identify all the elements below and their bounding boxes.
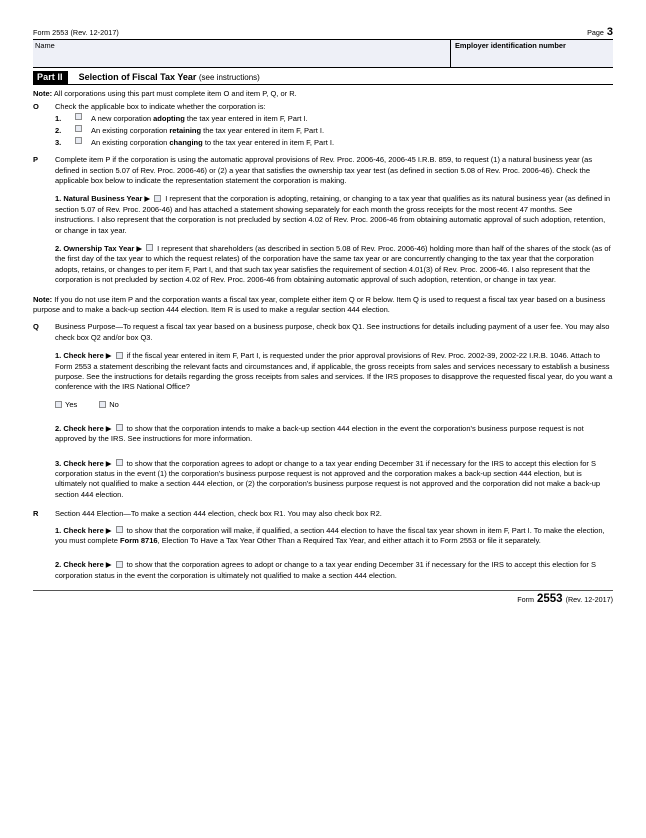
item-q [33,322,613,392]
checkbox-q2[interactable] [116,424,123,431]
item-q-intro: Business Purpose—To request a fiscal tax year based on a business purpose, check box Q1. See instructions for details including payment of a user fee. You may also check box Q2 and/or box Q3. [55,322,610,342]
yes-label: Yes [65,399,78,409]
item-q1[interactable] [55,351,613,393]
ein-label: Employer identification number [455,40,566,50]
item-r1-label: 1. Check here [55,525,104,535]
note-top [33,89,613,99]
item-p-letter: P [33,155,39,165]
part-title: Selection of Fiscal Tax Year [78,71,197,82]
option-label: An existing corporation retaining the tax year entered in item F, Part I. [91,125,325,135]
item-r1[interactable] [55,526,613,547]
item-o-options [55,113,613,148]
footer-revision: (Rev. 12-2017) [565,595,613,605]
item-o-option-3[interactable] [55,137,613,149]
arrow-icon: ▶ [105,423,112,433]
option-number: 3. [55,137,62,147]
item-r-body [55,509,613,581]
page-footer [33,591,613,605]
item-q1-text: if the fiscal year entered in item F, Part I, is requested under the prior approval provisions of Rev. Proc. 2002-39, 2002-22 I.R.B. 1046. Attach to Form 2553 a statement describing the relevant facts and circumstances and, if applicable, the gross receipts from sales and services necessary to establish a business purpose. See the instructions for details regarding the gross receipts from sales and services. If the IRS proposes to disapprove the requested fiscal year, do you want a conference with the IRS National Office? [55,351,613,392]
form-reference: Form 2553 (Rev. 12-2017) [33,28,119,37]
checkbox-p1[interactable] [154,195,161,202]
item-o-option-1[interactable] [55,113,613,125]
item-r2[interactable] [55,560,613,581]
form-sheet [33,28,613,606]
arrow-icon: ▶ [105,525,112,535]
item-r2-text: to show that the corporation agrees to adopt or change to a tax year ending December 31 if necessary for the IRS to accept this election for S corporation status in the event the corporation is ultimately not qualified to make a section 444 election. [55,560,596,580]
arrow-icon: ▶ [105,560,112,570]
item-q1-label: 1. Check here [55,351,104,361]
item-r2-label: 2. Check here [55,560,104,570]
no-label: No [109,399,119,409]
item-o-body [55,102,613,148]
page-header [33,28,613,39]
checkbox-o3[interactable] [75,137,82,144]
form-8716-reference: Form 8716 [120,536,158,546]
note-middle-label: Note: [33,294,53,304]
item-p2-label: 2. Ownership Tax Year [55,243,135,253]
checkbox-q1[interactable] [116,352,123,359]
item-q3-label: 3. Check here [55,458,104,468]
item-o-option-2[interactable] [55,125,613,137]
part-tag: Part II [33,71,68,84]
item-r-letter: R [33,509,39,519]
option-label: A new corporation adopting the tax year entered in item F, Part I. [91,114,308,124]
item-q3[interactable] [55,459,613,501]
item-p-intro: Complete item P if the corporation is using the automatic approval provisions of Rev. Proc. 2006-46, 2006-45 I.R.B. 859, to request (1) a natural business year (as defined in section 5.07 of Rev. Proc. 2006-46) or (2) a year that satisfies the ownership tax year test (as defined in section 5.08 of Rev. Proc. 2006-46). Check the applicable box below to indicate the representation statement the corporation is making. [55,155,593,185]
part-ii-banner [33,71,613,85]
part-subtitle: (see instructions) [198,72,260,82]
arrow-icon: ▶ [136,243,143,253]
option-number: 2. [55,125,62,135]
page-number: 3 [606,26,613,38]
checkbox-r2[interactable] [116,561,123,568]
item-r-intro: Section 444 Election—To make a section 444 election, check box R1. You may also check box R2. [55,509,382,519]
item-p1-text: I represent that the corporation is adopting, retaining, or changing to a tax year that qualifies as its natural business year (as defined in section 5.07 of Rev. Proc. 2006-46) and has attached a statement showing separately for each month the gross receipts for the most recent 47 months. See instructions. I also represent that the corporation is not precluded by section 4.02 of Rev. Proc. 2006-46 from obtaining automatic approval of such adoption, retention, or change in tax year. [55,194,611,235]
checkbox-p2[interactable] [146,244,153,251]
checkbox-o2[interactable] [75,125,82,132]
checkbox-yes[interactable] [55,401,62,408]
conference-yes-no [55,400,613,410]
checkbox-no[interactable] [99,401,106,408]
item-r1-text-b: , Election To Have a Tax Year Other Than a Required Tax Year, and either attach it to Form 2553 or file it separately. [157,536,541,546]
name-label: Name [35,40,55,50]
note-top-label: Note: [33,88,53,98]
yes-option[interactable] [55,400,77,410]
identification-box [33,39,613,68]
checkbox-o1[interactable] [75,113,82,120]
arrow-icon: ▶ [105,458,112,468]
no-option[interactable] [99,400,119,410]
item-p2[interactable] [55,244,613,286]
footer-form-number: 2553 [537,593,563,606]
item-q2-text: to show that the corporation intends to make a back-up section 444 election in the event the corporation's business purpose request is not approved by the IRS. See instructions for more information. [55,423,584,444]
arrow-icon: ▶ [105,351,112,361]
item-r [33,509,613,581]
option-number: 1. [55,114,62,124]
item-q2[interactable] [55,424,613,445]
item-p-body [55,155,613,285]
item-o-intro: Check the applicable box to indicate whether the corporation is: [55,101,266,111]
form-body [33,89,613,606]
arrow-icon: ▶ [144,194,151,204]
page-indicator [587,28,613,37]
note-middle [33,295,613,316]
item-o-letter: O [33,101,39,111]
item-q-body [55,322,613,392]
ein-field[interactable] [451,40,613,67]
item-o [33,102,613,148]
checkbox-r1[interactable] [116,526,123,533]
item-q3-text: to show that the corporation agrees to adopt or change to a tax year ending December 31 if necessary for the IRS to accept this election for S corporation status in the event (1) the corporation's business purpose request is not approved and the corporation makes a back-up section 444 election, but is ultimately not qualified to make a section 444 election, or (2) the corporation's business purpose request is not approved and the corporation did not make a back-up section 444 election. [55,458,601,499]
item-p1-label: 1. Natural Business Year [55,194,143,204]
note-top-text: All corporations using this part must complete item O and item P, Q, or R. [52,88,297,98]
name-field[interactable] [33,40,451,67]
item-r1-text-a: to show that the corporation will make, if qualified, a section 444 election to have the fiscal tax year shown in item F, Part I. To make the election, you must complete [55,525,605,546]
item-q-letter: Q [33,322,39,332]
part-title-wrap [68,71,260,84]
note-middle-text: If you do not use item P and the corporation wants a fiscal tax year, complete either item Q or R below. Item Q is used to request a fiscal tax year based on a business purpose and to make a back-up section 444 election. Item R is used to make a regular section 444 election. [33,294,606,314]
item-p1[interactable] [55,194,613,236]
item-p2-text: I represent that shareholders (as described in section 5.08 of Rev. Proc. 2006-46) holding more than half of the shares of the stock (as of the first day of the tax year to which the request relates) of the corporation have the same tax year or are concurrently changing to the tax year that the corporation adopts, retains, or changes to per item F, Part I, and that such tax year satisfies the requirement of section 4.01(3) of Rev. Proc. 2006-46. I also represent that the corporation is not precluded by section 4.02 of Rev. Proc. 2006-46 from obtaining automatic approval of such adoption, retention, or change in tax year. [55,243,611,285]
item-q2-label: 2. Check here [55,423,104,433]
checkbox-q3[interactable] [116,459,123,466]
option-label: An existing corporation changing to the tax year entered in item F, Part I. [91,137,335,147]
item-p [33,155,613,285]
page-label: Page [587,28,604,37]
footer-form-label: Form [517,595,534,605]
